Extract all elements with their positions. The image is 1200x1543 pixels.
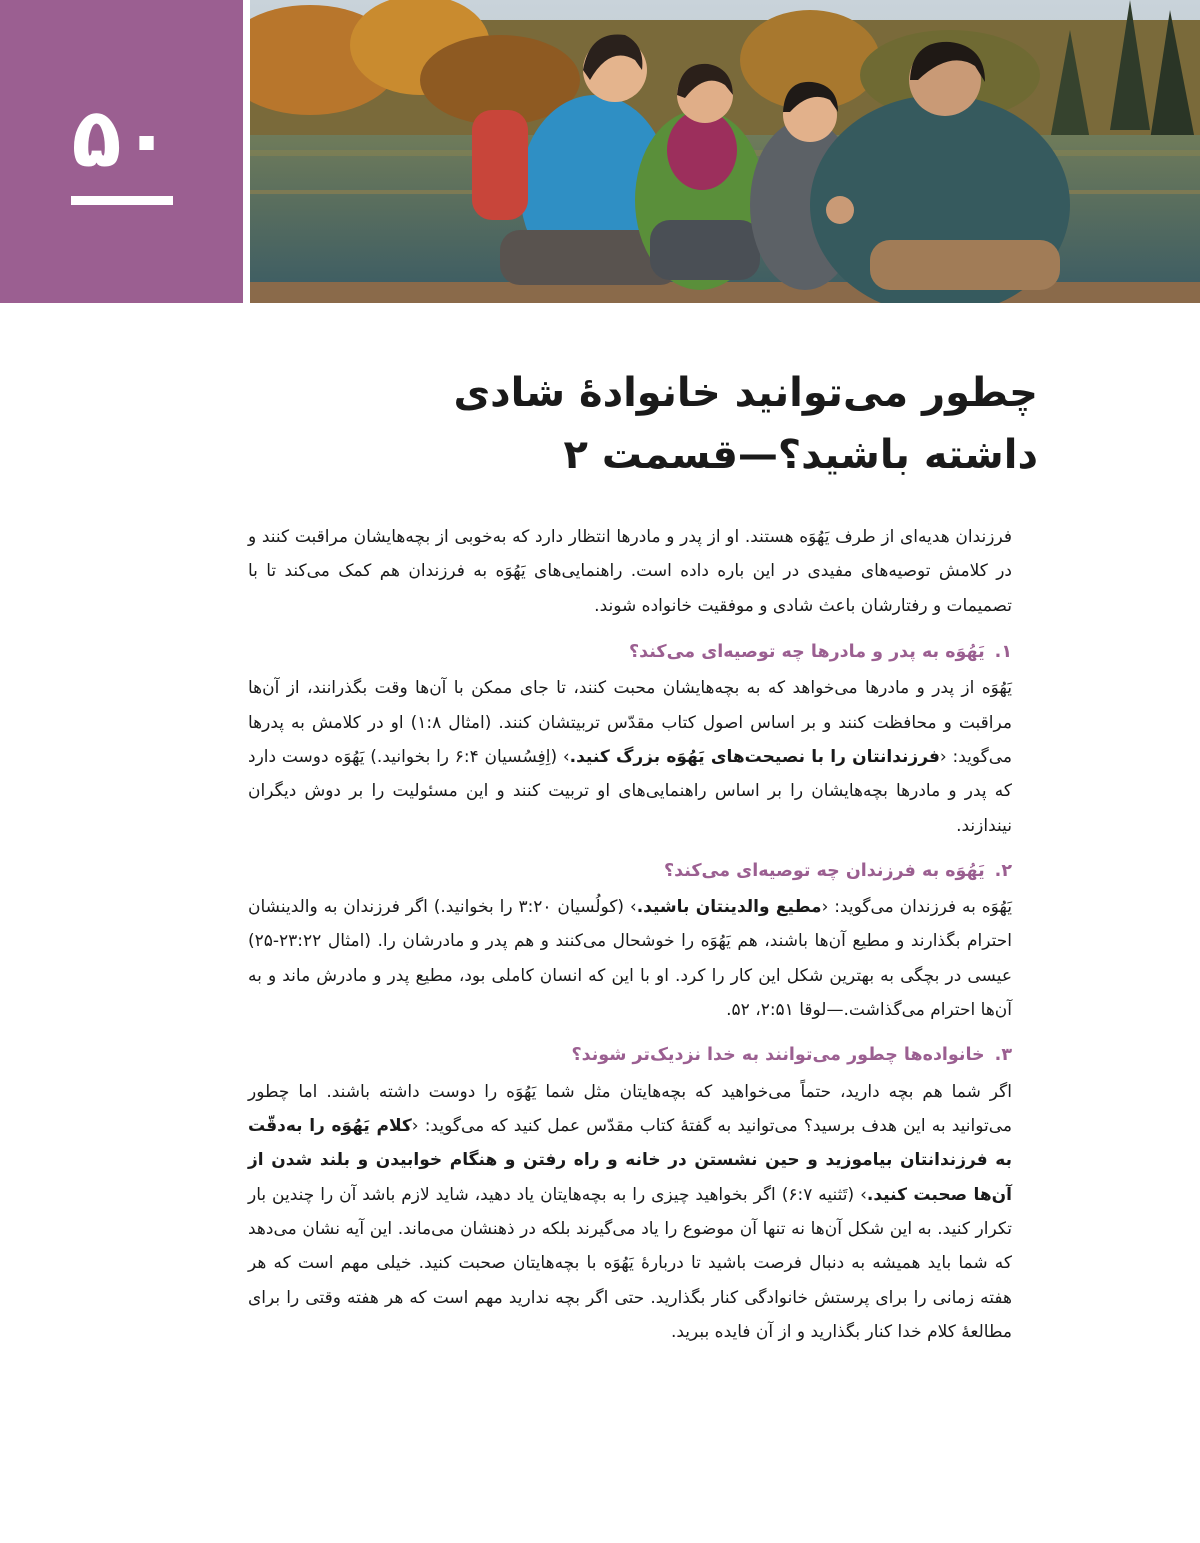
lesson-number-underline <box>71 196 173 205</box>
section-number: ۱. <box>994 641 1012 662</box>
section-paragraph <box>248 671 1012 843</box>
family-photo-image <box>250 0 1200 303</box>
section-text: › (کولُسیان ۳:۲۰ را بخوانید.) اگر فرزندان به والدینشان احترام بگذارند و مطیع آن‌ها باشند، هم یَهُوَه را خوشحال می‌کنند و هم پدر و مادرشان را. (امثال ۲۳:۲۲-۲۵) عیسی در بچگی به بهترین شکل این کار را کرد. او با این که انسان کاملی بود، مطیع پدر و مادرش ماند و به آن‌ها احترام می‌گذاشت.—لوقا ۲:۵۱، ۵۲. <box>248 897 1012 1021</box>
section-question-text: یَهُوَه به پدر و مادرها چه توصیه‌ای می‌کند؟ <box>629 641 985 662</box>
article-body <box>248 520 1012 1361</box>
page-title <box>338 362 1038 486</box>
scripture-quote: کلام یَهُوَه را به‌دقّت به فرزندانتان بیاموزید و حین نشستن در خانه و راه رفتن و هنگام خوابیدن و بلند شدن از آن‌ها صحبت کنید. <box>248 1116 1012 1205</box>
section-question <box>248 855 1012 888</box>
lesson-number-badge <box>0 0 243 303</box>
section-question-text: یَهُوَه به فرزندان چه توصیه‌ای می‌کند؟ <box>663 860 985 881</box>
page-title-line-1: چطور می‌توانید خانوادهٔ شادی <box>453 370 1038 416</box>
section-text: یَهُوَه به فرزندان می‌گوید: ‹ <box>821 897 1012 918</box>
section-paragraph <box>248 890 1012 1027</box>
page-title-line-2: داشته باشید؟—قسمت ۲ <box>563 432 1038 478</box>
scripture-quote: فرزندانتان را با نصیحت‌های یَهُوَه بزرگ کنید. <box>569 746 940 767</box>
section-number: ۳. <box>994 1045 1012 1066</box>
section-2 <box>248 855 1012 1028</box>
section-number: ۲. <box>994 860 1012 881</box>
section-question <box>248 636 1012 669</box>
section-question-text: خانواده‌ها چطور می‌توانند به خدا نزدیک‌تر شوند؟ <box>571 1045 985 1066</box>
section-text: اگر شما هم بچه دارید، حتماً می‌خواهید که بچه‌هایتان مثل شما یَهُوَه را دوست داشته باشند. اما چطور می‌توانید به این هدف برسید؟ می‌توانید به گفتهٔ کتاب مقدّس عمل کنید که می‌گوید: ‹ <box>248 1081 1013 1137</box>
section-1 <box>248 636 1012 843</box>
scripture-quote: مطیع والدینتان باشید. <box>636 897 822 918</box>
section-paragraph <box>248 1075 1012 1350</box>
section-text: یَهُوَه از پدر و مادرها می‌خواهد که به بچه‌هایشان محبت کنند، تا جای ممکن با آن‌ها وقت بگذرانند، از آن‌ها مراقبت و محافظت کنند و بر اساس اصول کتاب مقدّس تربیتشان کنند. (امثال ۱:۸) او در کلامش به پدرها می‌گوید: ‹ <box>248 678 1013 767</box>
section-text: › (اِفِسُسیان ۶:۴ را بخوانید.) یَهُوَه دوست دارد که پدر و مادرها بچه‌هایشان را بر اساس راهنمایی‌های او تربیت کنند و این مسئولیت را بر دوش دیگران نیندازند. <box>248 746 1012 836</box>
intro-paragraph: فرزندان هدیه‌ای از طرف یَهُوَه هستند. او از پدر و مادرها انتظار دارد که به‌خوبی از بچه‌هایشان مراقبت کنند و در کلامش توصیه‌های مفیدی در این باره داده است. راهنمایی‌های یَهُوَه به فرزندان هم کمک می‌کند تا با تصمیمات و رفتارشان باعث شادی و موفقیت خانواده شوند. <box>248 527 1012 616</box>
section-question <box>248 1039 1012 1072</box>
section-3 <box>248 1039 1012 1349</box>
family-photo <box>250 0 1200 303</box>
section-text: › (تَثنیه ۶:۷) اگر بخواهید چیزی را به بچه‌هایتان یاد دهید، شاید لازم باشد آن را چندین بار تکرار کنید. به این شکل آن‌ها نه تنها آن موضوع را یاد می‌گیرند بلکه در ذهنشان می‌ماند. این آیه نشان می‌دهد که شما باید همیشه به دنبال فرصت باشید تا دربارهٔ یَهُوَه با بچه‌هایتان صحبت کنید. خیلی مهم است که هر هفته زمانی را برای پرستش خانوادگی کنار بگذارید. حتی اگر بچه ندارید مهم است که هر هفته وقتی را برای مطالعهٔ کلام خدا کنار بگذارید و از آن فایده ببرید. <box>248 1184 1012 1342</box>
lesson-number: ۵۰ <box>71 91 172 186</box>
